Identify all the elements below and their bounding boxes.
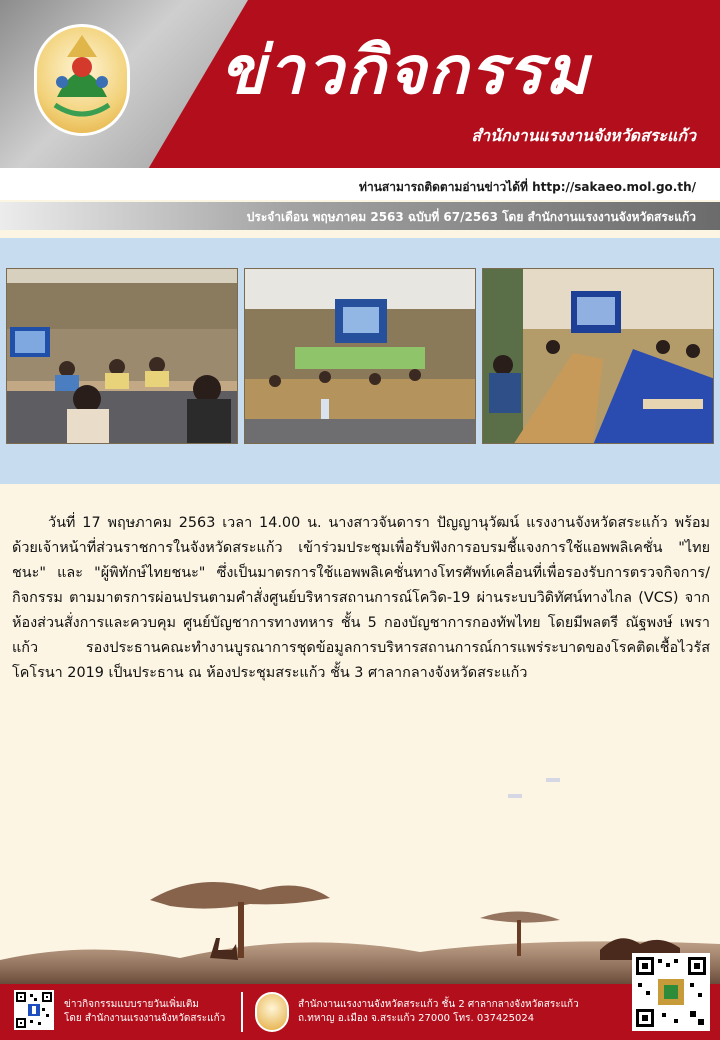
decoration-dash bbox=[546, 778, 560, 782]
footer-address-line2: ถ.ทหาญ อ.เมือง จ.สระแก้ว 27000 โทร. 037425024 bbox=[298, 1013, 535, 1024]
meeting-photo-3 bbox=[482, 268, 714, 444]
footer-divider bbox=[241, 992, 243, 1032]
follow-link-text[interactable]: ท่านสามารถติดตามอ่านข่าวได้ที่ http://sakaeo.mol.go.th/ bbox=[359, 180, 696, 194]
footer-logo bbox=[255, 992, 289, 1032]
meeting-photo-2 bbox=[244, 268, 476, 444]
facebook-qr-code bbox=[14, 990, 54, 1030]
website-qr-code bbox=[632, 953, 710, 1031]
photo-band bbox=[0, 238, 720, 484]
issue-info: ประจำเดือน พฤษภาคม 2563 ฉบับที่ 67/2563 โดย สำนักงานแรงงานจังหวัดสระแก้ว bbox=[246, 210, 696, 224]
footer-left-line1: ข่าวกิจกรรมแบบรายวันเพิ่มเติม bbox=[64, 999, 199, 1010]
footer-left-line2: โดย สำนักงานแรงงานจังหวัดสระแก้ว bbox=[64, 1013, 226, 1024]
footer-left-text bbox=[64, 998, 225, 1026]
article-body: วันที่ 17 พฤษภาคม 2563 เวลา 14.00 น. นางสาวจันดารา ปัญญานุวัฒน์ แรงงานจังหวัดสระแก้ว พร้อมด้วยเจ้าหน้าที่ส่วนราชการในจังหวัดสระแก้ว เข้าร่วมประชุมเพื่อรับฟังการอบรมชี้แจงการใช้แอพพลิเคชั่น "ไทยชนะ" และ "ผู้พิทักษ์ไทยชนะ" ซึ่งเป็นมาตรการใช้แอพพลิเคชั่นทางโทรศัพท์เคลื่อนที่เพื่อรองรับการตรวจกิจการ/กิจกรรม ตามมาตรการผ่อนปรนตามคำสั่งศูนย์บริหารสถานการณ์โควิด-19 ผ่านระบบวิดิทัศน์ทางไกล (VCS) จากห้องส่วนสั่งการและควบคุม ศูนย์บัญชาการทางทหาร ชั้น 5 กองบัญชาการกองทัพไทย โดยมีพลตรี ณัฐพงษ์ เพราแก้ว รองประธานคณะทำงานบูรณาการชุดข้อมูลการบริหารสถานการณ์การแพร่ระบาดของโรคติดเชื้อไวรัสโคโรนา 2019 เป็นประธาน ณ ห้องประชุมสระแก้ว ชั้น 3 ศาลากลางจังหวัดสระแก้ว bbox=[12, 515, 710, 681]
meeting-photo-1 bbox=[6, 268, 238, 444]
department-logo bbox=[34, 24, 130, 136]
decoration-dash bbox=[508, 794, 522, 798]
footer-right-text bbox=[298, 998, 579, 1026]
page-subtitle: สำนักงานแรงงานจังหวัดสระแก้ว bbox=[471, 126, 696, 145]
page-title: ข่าวกิจกรรม bbox=[220, 31, 591, 109]
savanna-silhouette bbox=[0, 840, 720, 990]
footer-address-line1: สำนักงานแรงงานจังหวัดสระแก้ว ชั้น 2 ศาลากลางจังหวัดสระแก้ว bbox=[298, 999, 579, 1010]
